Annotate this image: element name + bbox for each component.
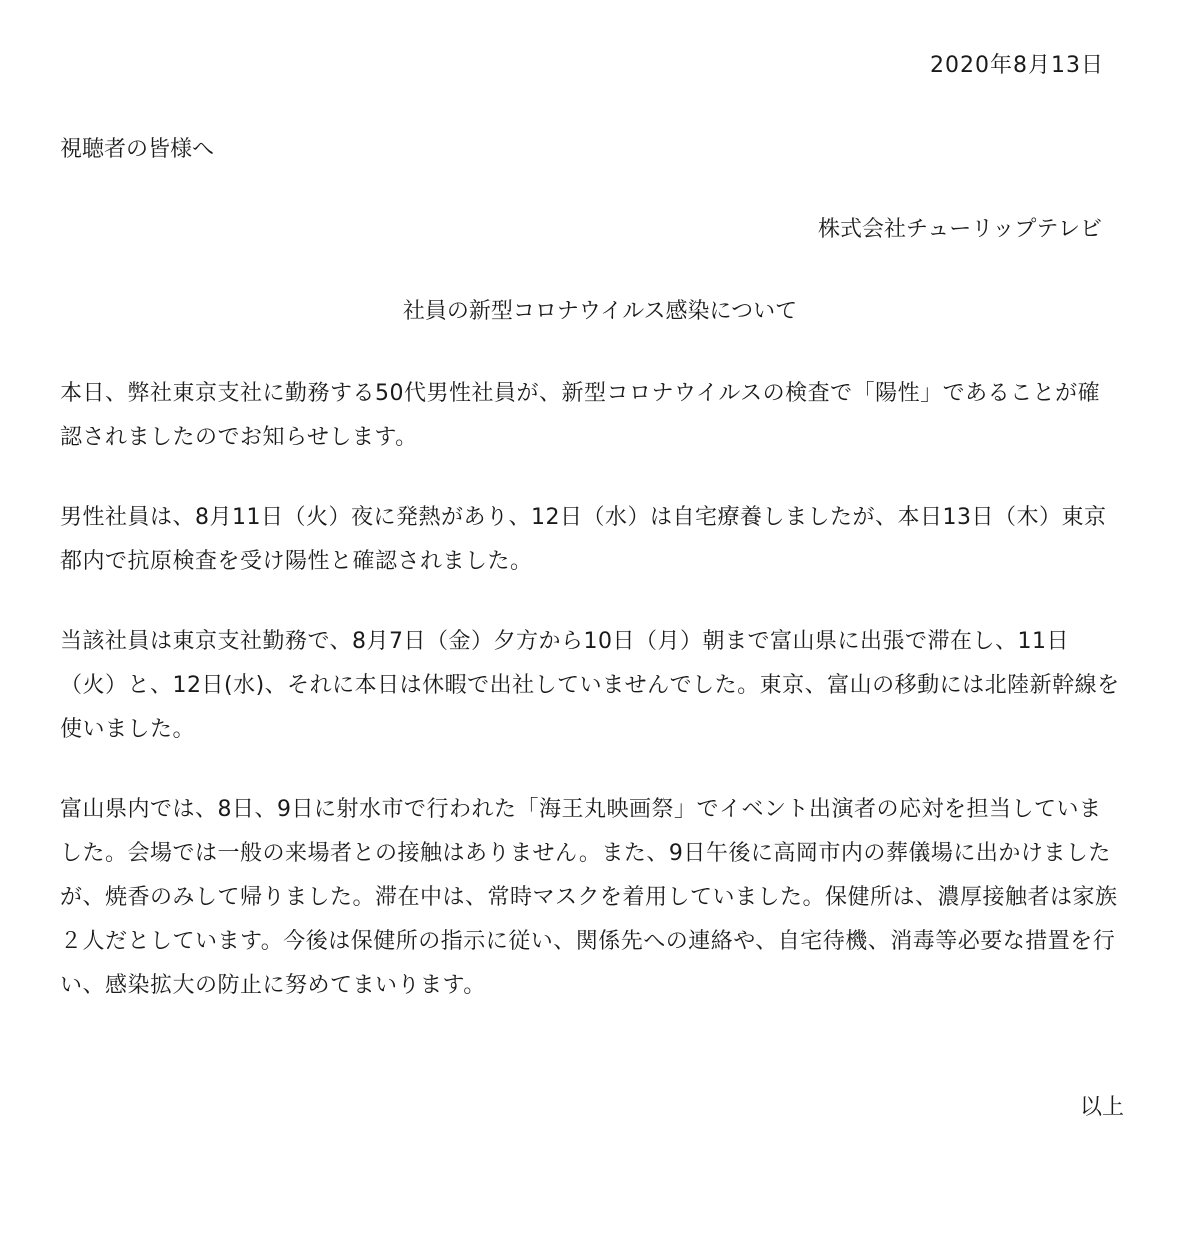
addressee: 視聴者の皆様へ [60,137,215,162]
paragraph-2: 男性社員は、8月11日（火）夜に発熱があり、12日（水）は自宅療養しましたが、本日13日（木）東京都内で抗原検査を受け陽性と確認されました。 [60,505,1107,574]
document-date: 2020年8月13日 [930,53,1104,78]
document-title: 社員の新型コロナウイルス感染について [402,299,798,324]
document-body [60,372,1120,1044]
paragraph-3: 当該社員は東京支社勤務で、8月7日（金）夕方から10日（月）朝まで富山県に出張で滞在し、11日（火）と、12日(水)、それに本日は休暇で出社していませんでした。東京、富山の移動には北陸新幹線を使いました。 [60,629,1120,742]
paragraph-4: 富山県内では、8日、9日に射水市で行われた「海王丸映画祭」でイベント出演者の応対を担当していました。会場では一般の来場者との接触はありません。また、9日午後に高岡市内の葬儀場に出かけましたが、焼香のみして帰りました。滞在中は、常時マスクを着用していました。保健所は、濃厚接触者は家族２人だとしています。今後は保健所の指示に従い、関係先への連絡や、自宅待機、消毒等必要な措置を行い、感染拡大の防止に努めてまいります。 [60,797,1118,998]
closing-mark: 以上 [1079,1095,1124,1120]
sender-company: 株式会社チューリップテレビ [817,217,1102,242]
paragraph-1: 本日、弊社東京支社に勤務する50代男性社員が、新型コロナウイルスの検査で「陽性」であることが確認されましたのでお知らせします。 [60,381,1101,450]
